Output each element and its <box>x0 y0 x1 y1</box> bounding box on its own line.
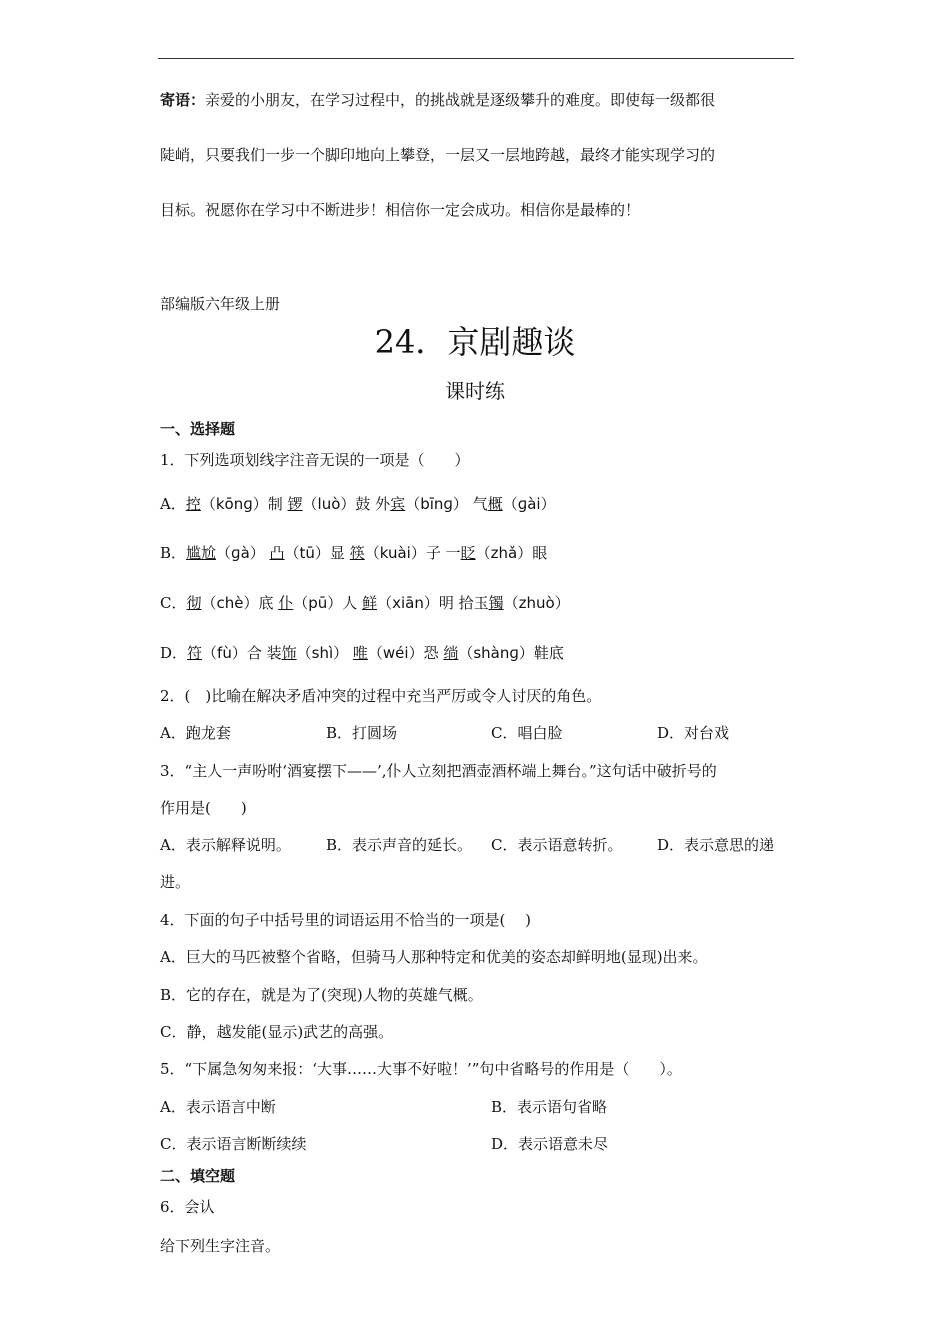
page-title: 24．京剧趣谈 <box>374 323 576 361</box>
pinyin-text: （ɡà） <box>216 544 270 562</box>
option-prefix: B． <box>160 544 187 562</box>
pinyin-text: （fù）合 装 <box>202 644 282 662</box>
q4-option-c: C．静，越发能(显示)武艺的高强。 <box>160 1023 394 1041</box>
q3-option-d: D．表示意思的递 <box>657 836 775 854</box>
underlined-char: 饰 <box>281 644 297 662</box>
option-prefix: D． <box>160 644 188 662</box>
q1-stem: 1．下列选项划线字注音无误的一项是（ ） <box>160 451 470 469</box>
underlined-char: 仆 <box>278 594 294 612</box>
pinyin-text: （kuài）子 一 <box>364 544 461 562</box>
option-prefix: A． <box>160 495 186 513</box>
underlined-char: 镯 <box>488 594 504 612</box>
message-text-1: 亲爱的小朋友，在学习过程中，的挑战就是逐级攀升的难度。即使每一级都很 <box>205 91 716 109</box>
q1-option-a <box>160 494 556 514</box>
q3-option-b: B．表示声音的延长。 <box>326 836 473 854</box>
q4-option-b: B．它的存在，就是为了(突现)人物的英雄气概。 <box>160 986 483 1004</box>
q5-option-a: A．表示语言中断 <box>160 1098 276 1116</box>
q5-option-c: C．表示语言断断续续 <box>160 1135 307 1153</box>
q3-option-d-continued: 进。 <box>160 873 191 891</box>
pinyin-text: （zhǎ）眼 <box>475 544 548 562</box>
q1-option-d <box>160 643 564 663</box>
underlined-char: 唯 <box>352 644 368 662</box>
pinyin-text: （kōnɡ）制 <box>200 495 288 513</box>
underlined-char: 眨 <box>460 544 476 562</box>
q4-stem: 4．下面的句子中括号里的词语运用不恰当的一项是( ) <box>160 911 532 929</box>
q5-stem: 5．“下属急匆匆来报：‘大事……大事不好啦！’”句中省略号的作用是（ ）。 <box>160 1060 682 1078</box>
q2-option-c: C．唱白脸 <box>491 724 563 742</box>
q3-stem-1: 3．“主人一声吩咐‘酒宴摆下——’,仆人立刻把酒壶酒杯端上舞台。”这句话中破折号的 <box>160 762 717 780</box>
q3-option-c: C．表示语意转折。 <box>491 836 623 854</box>
section-heading-choice: 一、选择题 <box>160 420 236 438</box>
underlined-char: 宾 <box>390 495 406 513</box>
q4-option-a: A．巨大的马匹被整个省略，但骑马人那种特定和优美的姿态却鲜明地(显现)出来。 <box>160 948 708 966</box>
q2-option-b: B．打圆场 <box>326 724 398 742</box>
q2-stem: 2．( )比喻在解决矛盾冲突的过程中充当严厉或令人讨厌的角色。 <box>160 687 602 705</box>
underlined-char: 彻 <box>186 594 202 612</box>
edition-label: 部编版六年级上册 <box>160 295 281 313</box>
pinyin-text: （shì） <box>296 644 353 662</box>
underlined-char: 概 <box>487 495 503 513</box>
message-line-2: 陡峭，只要我们一步一个脚印地向上攀登，一层又一层地跨越，最终才能实现学习的 <box>160 146 716 164</box>
q5-option-d: D．表示语意未尽 <box>491 1135 609 1153</box>
pinyin-text: （tū）显 <box>284 544 350 562</box>
message-line-1 <box>160 90 715 110</box>
message-label: 寄语： <box>160 91 206 109</box>
q6-stem: 6．会认 <box>160 1198 215 1216</box>
option-prefix: C． <box>160 594 187 612</box>
header-rule <box>158 58 794 59</box>
pinyin-text: （ɡài） <box>502 495 556 513</box>
q1-option-b <box>160 543 547 563</box>
pinyin-text: （zhuò） <box>503 594 570 612</box>
underlined-char: 鲜 <box>362 594 378 612</box>
pinyin-text: （chè）底 <box>201 594 279 612</box>
underlined-char: 筷 <box>349 544 365 562</box>
q5-option-b: B．表示语句省略 <box>491 1098 608 1116</box>
q3-option-a: A．表示解释说明。 <box>160 836 291 854</box>
q2-option-a: A．跑龙套 <box>160 724 231 742</box>
underlined-char: 尴尬 <box>186 544 217 562</box>
pinyin-text: （bīnɡ） 气 <box>405 495 488 513</box>
q1-option-c <box>160 593 570 613</box>
q3-stem-2: 作用是( ) <box>160 799 247 817</box>
pinyin-text: （shànɡ）鞋底 <box>458 644 564 662</box>
pinyin-text: （pū）人 <box>293 594 363 612</box>
section-heading-fill: 二、填空题 <box>160 1167 236 1185</box>
underlined-char: 符 <box>187 644 203 662</box>
underlined-char: 控 <box>185 495 201 513</box>
q6-instruction: 给下列生字注音。 <box>160 1237 281 1255</box>
underlined-char: 凸 <box>269 544 285 562</box>
pinyin-text: （wéi）恐 <box>367 644 444 662</box>
pinyin-text: （luò）鼓 外 <box>302 495 391 513</box>
underlined-char: 绱 <box>443 644 459 662</box>
q2-option-d: D．对台戏 <box>657 724 730 742</box>
page-subtitle: 课时练 <box>445 379 505 403</box>
pinyin-text: （xiān）明 拾玉 <box>377 594 489 612</box>
underlined-char: 锣 <box>287 495 303 513</box>
message-line-3: 目标。祝愿你在学习中不断进步！相信你一定会成功。相信你是最棒的！ <box>160 201 641 219</box>
